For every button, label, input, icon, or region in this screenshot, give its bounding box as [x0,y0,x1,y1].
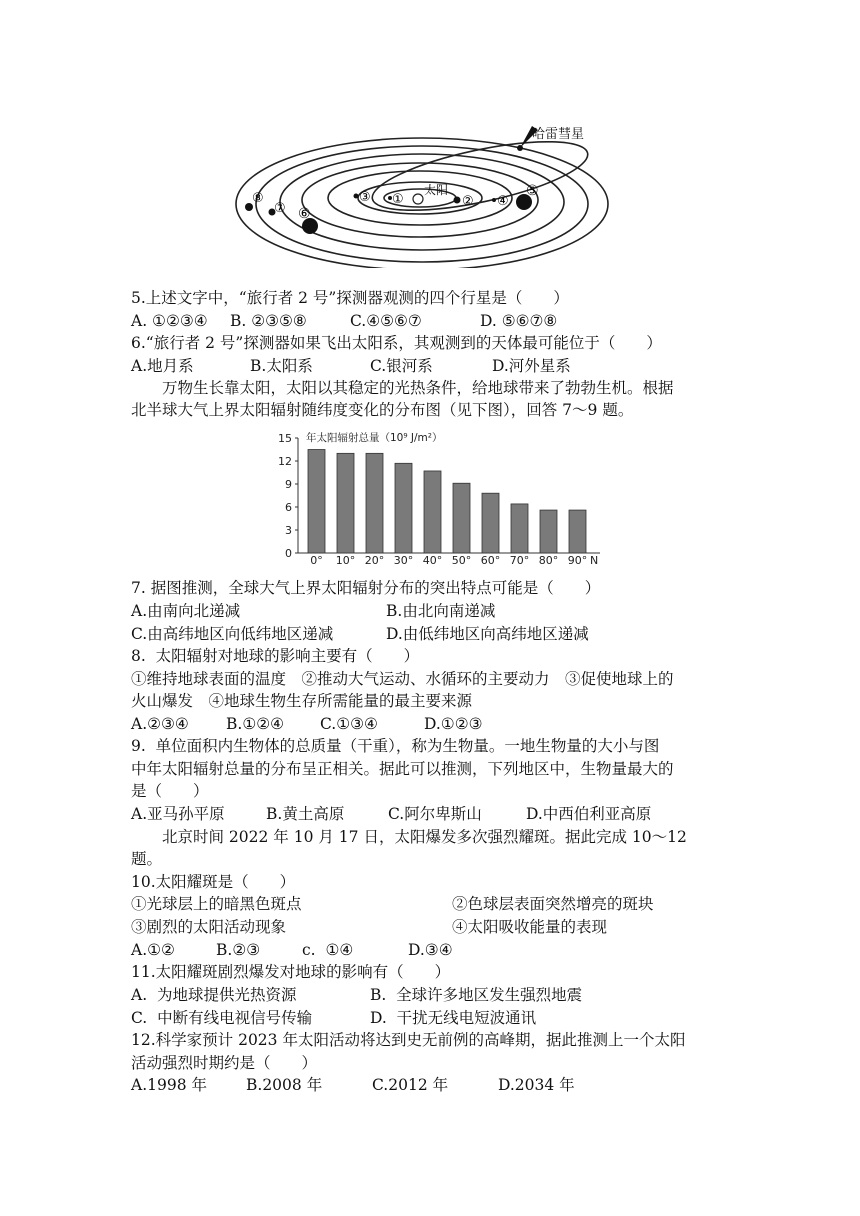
q10-option-a: A.①② [131,941,175,959]
q10-stem: 10.太阳耀斑是（ ） [131,873,296,891]
q5-option-c: C.④⑤⑥⑦ [350,312,422,330]
x-tick-label: 40° [422,554,443,564]
q12-option-b: B.2008 年 [246,1076,323,1094]
q11-option-d: D. 干扰无线电短波通讯 [370,1009,537,1027]
x-tick-label: 10° [335,554,356,564]
q9-line2: 中年太阳辐射总量的分布呈正相关。据此可以推测，下列地区中，生物量最大的 [131,760,674,778]
q6-option-d: D.河外星系 [492,357,571,375]
y-tick-label: 6 [285,501,292,514]
intro-10-12-line1: 北京时间 2022 年 10 月 17 日，太阳爆发多次强烈耀斑。据此完成 10～12 [131,828,687,846]
planet-3-label: ③ [359,190,371,205]
q10-option-d: D.③④ [408,941,453,959]
q9-option-a: A.亚马孙平原 [131,805,225,823]
q7-option-b: B.由北向南递减 [386,602,496,620]
y-tick-label: 12 [278,455,292,468]
solar-system-orbit-diagram [232,118,612,268]
sun-label: 太阳 [424,183,449,197]
bar-6 [482,493,499,553]
q12-line2: 活动强烈时期约是（ ） [131,1054,318,1072]
planet-5-label: ⑤ [526,183,539,199]
q9-line3: 是（ ） [131,782,209,800]
q11-option-a: A. 为地球提供光热资源 [131,986,297,1004]
q7-option-a: A.由南向北递减 [131,602,241,620]
q11-option-c: C. 中断有线电视信号传输 [131,1009,313,1027]
planet-3-icon [354,194,359,199]
q12-line1: 12.科学家预计 2023 年太阳活动将达到史无前例的高峰期，据此推测上一个太阳 [131,1031,686,1049]
q6-stem: 6.“旅行者 2 号”探测器如果飞出太阳系，其观测到的天体最可能位于（ ） [131,334,662,352]
q5-option-d: D. ⑤⑥⑦⑧ [480,312,558,330]
q8-line3: 火山爆发 ④地球生物生存所需能量的最主要来源 [131,692,473,710]
q9-option-d: D.中西伯利亚高原 [526,805,652,823]
q8-option-d: D.①②③ [424,715,483,733]
planet-4-icon [492,198,496,202]
q7-option-d: D.由低纬地区向高纬地区递减 [386,625,589,643]
q10-option-c: c. ①④ [302,941,354,959]
q9-line1: 9. 单位面积内生物体的总质量（干重），称为生物量。一地生物量的大小与图 [131,737,660,755]
planet-8-label: ⑧ [252,191,264,206]
x-tick-label: 30° [393,554,414,564]
y-tick-label: 3 [285,524,292,537]
q12-option-a: A.1998 年 [131,1076,207,1094]
bar-3 [395,463,412,553]
y-tick-label: 15 [278,432,292,445]
x-tick-label: 0° [310,554,323,564]
intro-7-9-line1: 万物生长靠太阳，太阳以其稳定的光热条件，给地球带来了勃勃生机。根据 [131,379,674,397]
x-unit-label: N [590,554,599,564]
comet-icon [517,145,523,151]
comet-label: 哈雷彗星 [532,127,585,142]
planet-4-label: ④ [497,194,509,209]
q10-item-2: ②色球层表面突然增亮的斑块 [452,895,654,913]
q10-item-1: ①光球层上的暗黑色斑点 [131,895,302,913]
q7-option-c: C.由高纬地区向低纬地区递减 [131,625,334,643]
bar-2 [366,453,383,553]
solar-radiation-bar-chart [270,424,620,564]
x-tick-label: 60° [480,554,501,564]
q8-option-c: C.①③④ [320,715,378,733]
sun-icon [413,194,423,204]
intro-10-12-line2: 题。 [131,850,163,868]
bar-7 [511,504,528,553]
chart-title: 年太阳辐射总量（10⁹ J/m²） [306,432,443,444]
q11-stem: 11.太阳耀斑剧烈爆发对地球的影响有（ ） [131,963,451,981]
intro-7-9-line2: 北半球大气上界太阳辐射随纬度变化的分布图（见下图），回答 7～9 题。 [131,401,634,419]
q11-option-b: B. 全球许多地区发生强烈地震 [370,986,583,1004]
q12-option-c: C.2012 年 [372,1076,449,1094]
x-tick-label: 90° [567,554,588,564]
q7-stem: 7. 据图推测，全球大气上界太阳辐射分布的突出特点可能是（ ） [131,579,601,597]
q5-option-a: A. ①②③④ [131,312,208,330]
bar-8 [540,510,557,553]
q10-item-4: ④太阳吸收能量的表现 [452,918,608,936]
x-tick-label: 80° [538,554,559,564]
q6-option-b: B.太阳系 [250,357,313,375]
y-tick-label: 9 [285,478,292,491]
bar-1 [337,453,354,553]
planet-1-label: ① [392,192,404,207]
bar-0 [308,450,325,554]
planet-6-label: ⑥ [298,206,311,222]
bar-4 [424,471,441,553]
q8-option-b: B.①②④ [226,715,285,733]
planet-7-label: ⑦ [274,201,286,216]
q5-stem: 5.上述文字中，“旅行者 2 号”探测器观测的四个行星是（ ） [131,289,569,307]
q6-option-a: A.地月系 [131,357,194,375]
x-tick-label: 70° [509,554,530,564]
q8-option-a: A.②③④ [131,715,189,733]
q9-option-b: B.黄土高原 [266,805,345,823]
q10-item-3: ③剧烈的太阳活动现象 [131,918,287,936]
q5-option-b: B. ②③⑤⑧ [230,312,307,330]
q10-option-b: B.②③ [216,941,261,959]
q8-line2: ①维持地球表面的温度 ②推动大气运动、水循环的主要动力 ③促使地球上的 [131,670,674,688]
q12-option-d: D.2034 年 [498,1076,575,1094]
planet-2-icon [454,197,461,204]
bar-9 [569,510,586,553]
x-tick-label: 20° [364,554,385,564]
y-tick-label: 0 [285,547,292,560]
q9-option-c: C.阿尔卑斯山 [388,805,482,823]
bar-5 [453,483,470,553]
q6-option-c: C.银河系 [370,357,433,375]
q8-stem: 8. 太阳辐射对地球的影响主要有（ ） [131,647,420,665]
x-tick-label: 50° [451,554,472,564]
planet-2-label: ② [462,194,474,209]
